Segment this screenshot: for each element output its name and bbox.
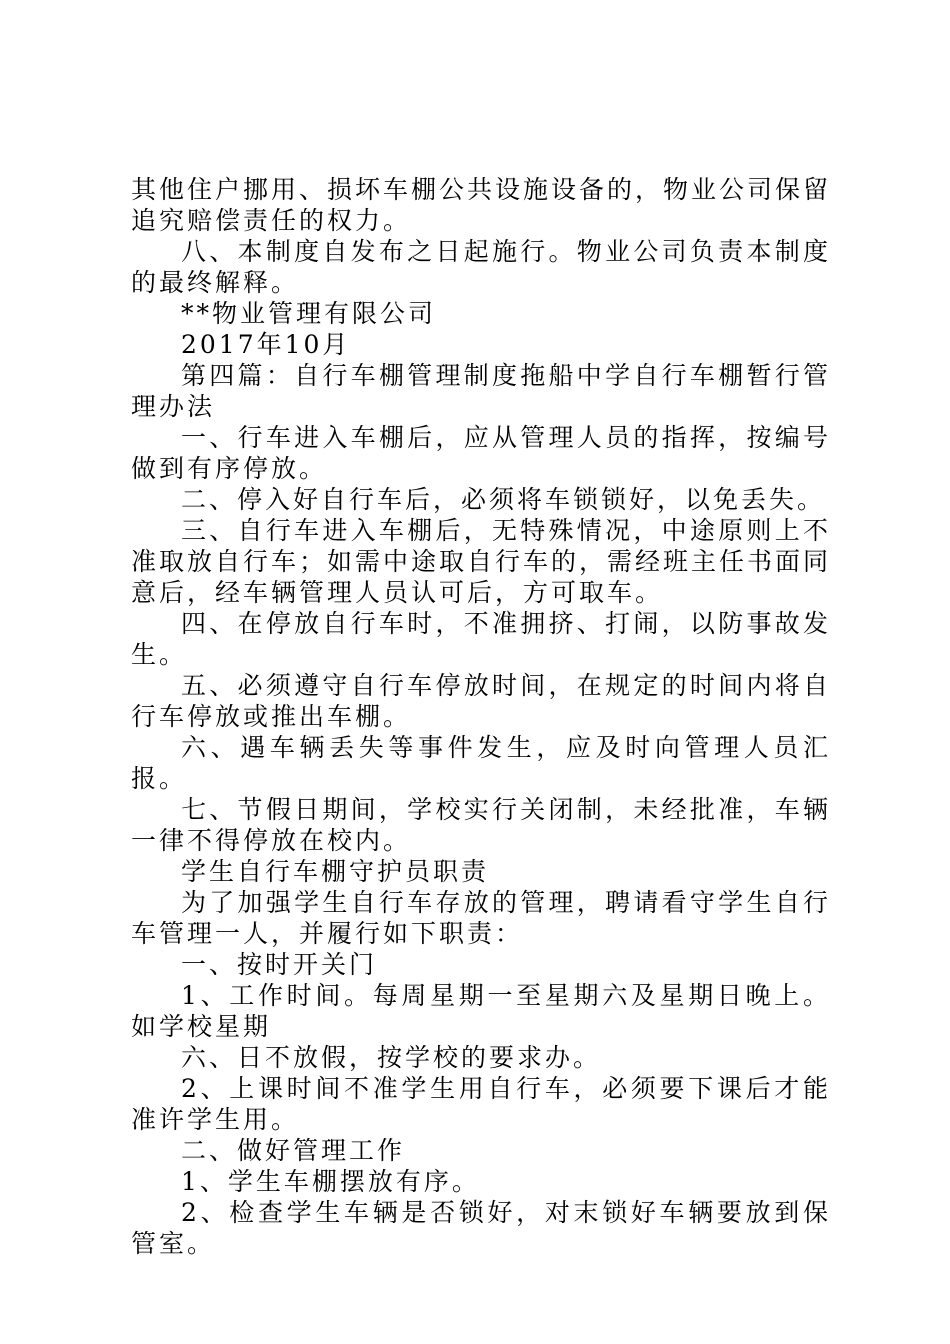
rule-item-3: 三、自行车进入车棚后，无特殊情况，中途原则上不准取放自行车；如需中途取自行车的，需经班主任书面同意后，经车辆管理人员认可后，方可取车。 [131,516,832,607]
paragraph-article-8: 八、本制度自发布之日起施行。物业公司负责本制度的最终解释。 [131,237,831,297]
section-title-part-4: 第四篇：自行车棚管理制度拖船中学自行车棚暂行管理办法 [131,361,831,421]
duty-item-1-2: 2、上课时间不准学生用自行车，必须要下课后才能准许学生用。 [131,1074,831,1134]
company-signature: **物业管理有限公司 [181,299,437,328]
rule-item-7: 七、节假日期间，学校实行关闭制，未经批准，车辆一律不得停放在校内。 [131,795,831,855]
rule-item-5: 五、必须遵守自行车停放时间，在规定的时间内将自行车停放或推出车棚。 [131,671,831,731]
duty-item-2-2: 2、检查学生车辆是否锁好，对末锁好车辆要放到保管室。 [131,1198,831,1258]
duty-heading-1: 一、按时开关门 [181,950,378,979]
guard-duties-intro: 为了加强学生自行车存放的管理，聘请看守学生自行车管理一人，并履行如下职责： [131,888,831,948]
duty-item-1-1: 1、工作时间。每周星期一至星期六及星期日晚上。如学校星期 [131,981,831,1041]
duty-item-2-1: 1、学生车棚摆放有序。 [181,1167,480,1196]
rule-item-2: 二、停入好自行车后，必须将车锁锁好，以免丢失。 [181,485,826,514]
rule-item-4: 四、在停放自行车时，不准拥挤、打闹，以防事故发生。 [131,609,831,669]
document-date: 2017年10月 [181,330,351,359]
paragraph-compensation: 其他住户挪用、损坏车棚公共设施设备的，物业公司保留追究赔偿责任的权力。 [131,175,832,235]
rule-item-6: 六、遇车辆丢失等事件发生，应及时向管理人员汇报。 [131,733,831,793]
duty-heading-2: 二、做好管理工作 [181,1136,406,1165]
document-page [131,174,831,1259]
rule-item-1: 一、行车进入车棚后，应从管理人员的指挥，按编号做到有序停放。 [131,423,831,483]
section-heading-guard-duties: 学生自行车棚守护员职责 [181,857,490,886]
duty-item-1-1-cont: 六、日不放假，按学校的要求办。 [181,1043,602,1072]
